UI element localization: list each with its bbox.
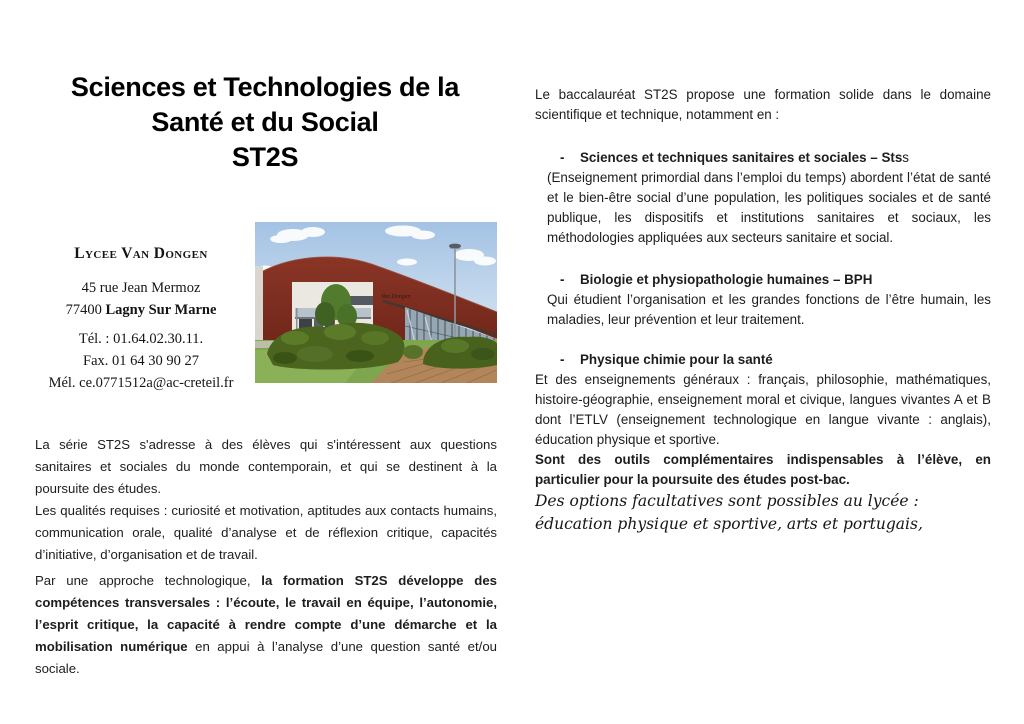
school-address-city: 77400 Lagny Sur Marne [65, 302, 217, 318]
optional-courses-paragraph: Des options facultatives sont possibles au lycée : éducation physique et sportive, arts et portugais, [535, 492, 923, 533]
left-column-text [35, 434, 497, 680]
bullet-dash: - [560, 272, 565, 287]
bac-intro-paragraph: Le baccalauréat ST2S propose une formation solide dans le domaine scientifique et technique, notamment en : [535, 87, 991, 122]
school-building-photo [255, 222, 497, 383]
bullet-item-stss [535, 148, 991, 168]
qualities-paragraph: Les qualités requises : curiosité et motivation, aptitudes aux contacts humains, communication orale, qualité d’analyse et de réflexion critique, capacités d’initiative, d’organisation et de travail. [35, 503, 497, 562]
approach-paragraph: Par une approche technologique, la formation ST2S développe des compétences transversales : l’écoute, le travail en équipe, l’autonomie, l’esprit critique, la capacité à rendre compte d’une démarche et la mobilisation numérique en appui à l’analyse d’une question santé et/ou sociale. [35, 573, 497, 676]
bullet-title-physique-chimie: Physique chimie pour la santé [580, 352, 773, 367]
bullet-body-bph: Qui étudient l’organisation et les grandes fonctions de l’être humain, les maladies, leur prévention et leur traitement. [547, 292, 991, 327]
complementary-tools-paragraph: Sont des outils complémentaires indispensables à l’élève, en particulier pour la poursuite des études post-bac. [535, 452, 991, 487]
school-phone: Tél. : 01.64.02.30.11. [78, 331, 204, 347]
series-intro-paragraph: La série ST2S s'adresse à des élèves qui s'intéressent aux questions sanitaires et sociales du monde contemporain, et qui se destinent à la poursuite des études. [35, 437, 497, 496]
title-line-3: ST2S [231, 142, 299, 172]
page-title [30, 70, 500, 175]
bullet-body-stss: (Enseignement primordial dans l’emploi du temps) abordent l’état de santé et le bien-être social d’une population, les politiques sociales et de santé publique, les dispositifs et institutions sanitaires et sociaux, les méthodologies appliquées aux secteurs sanitaire et social. [547, 170, 991, 245]
building-signature: Van Dongen [381, 294, 411, 300]
general-subjects-paragraph: Et des enseignements généraux : français, philosophie, mathématiques, histoire-géographie, enseignement moral et civique, langues vivantes A et B dont l’ETLV (enseignement technologique en langue vivante : anglais), éducation physique et sportive. [535, 372, 991, 447]
bullet-title-bph: Biologie et physiopathologie humaines – BPH [580, 272, 873, 287]
title-line-1: Sciences et Technologies de la [70, 72, 460, 102]
school-email: Mél. ce.0771512a@ac-creteil.fr [48, 375, 234, 391]
bullet-title-stss: Sciences et techniques sanitaires et sociales – Stss [580, 150, 909, 165]
bullet-item-bph [535, 270, 991, 290]
right-column-text [535, 85, 991, 536]
school-name: Lycee Van Dongen [74, 245, 208, 262]
title-line-2: Santé et du Social [151, 107, 379, 137]
bullet-item-physique-chimie [535, 350, 991, 370]
bullet-dash: - [560, 150, 565, 165]
school-contact-block [33, 243, 249, 394]
school-address-street: 45 rue Jean Mermoz [81, 280, 201, 296]
bullet-dash: - [560, 352, 565, 367]
school-fax: Fax. 01 64 30 90 27 [83, 353, 199, 369]
